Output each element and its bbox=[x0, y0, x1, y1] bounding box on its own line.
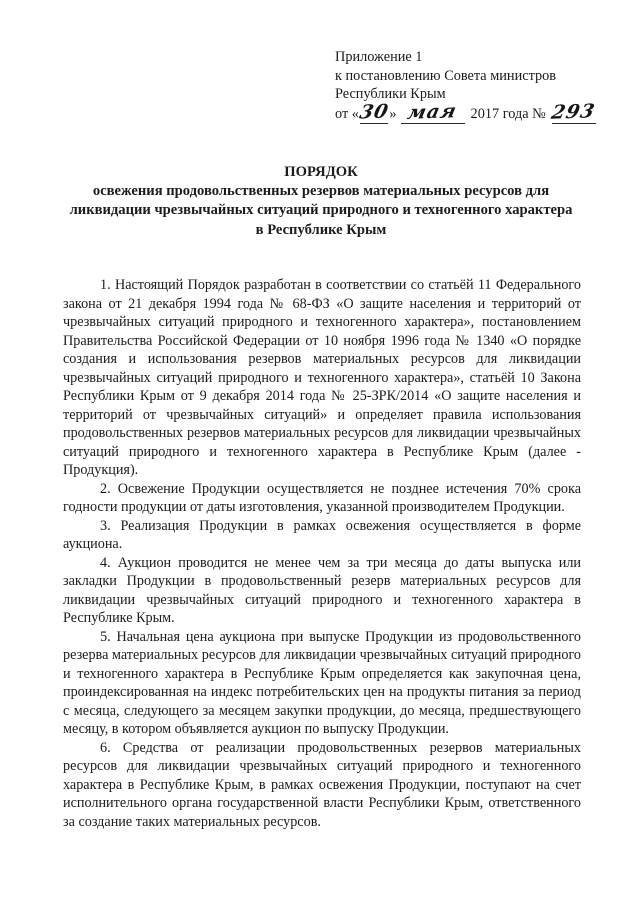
appendix-line: к постановлению Совета министров bbox=[335, 67, 557, 84]
appendix-line: Республики Крым bbox=[335, 86, 446, 103]
handwritten-day-blank bbox=[357, 100, 391, 125]
appendix-line: Приложение 1 bbox=[335, 49, 423, 65]
handwritten-month-blank bbox=[401, 99, 465, 125]
paragraph-5: 5. Начальная цена аукциона при выпуске Продукции из продовольственного резерва материальных ресурсов для ликвидации чрезвычайных ситуаций природного и техногенного характера в Республике Крым определяется как закупочная цена, проиндексированная на индекс потребительских цен на продукты питания за период с месяца, следующего за месяцем закупки продукции, до месяца, предшествующего месяцу, в котором объявляется аукцион по выпуску Продукции. bbox=[63, 628, 581, 737]
title-line: ликвидации чрезвычайных ситуаций природного и техногенного характера bbox=[69, 202, 573, 219]
handwritten-month: мая bbox=[405, 99, 460, 124]
title-word-poryadok: ПОРЯДОК bbox=[284, 164, 358, 180]
document-body bbox=[63, 276, 581, 831]
paragraph-4: 4. Аукцион проводится не менее чем за три месяца до даты выпуска или закладки Продукции в продовольственный резерв материальных ресурсов для ликвидации чрезвычайных ситуаций природного и техногенного характера в Республике Крым. bbox=[63, 554, 581, 626]
title-line: в Республике Крым bbox=[255, 221, 387, 238]
paragraph-6: 6. Средства от реализации продовольственных резервов материальных ресурсов для ликвидации чрезвычайных ситуаций природного и техногенного характера в Республике Крым, в рамках освежения Продукции, поступают на счет исполнительного органа государственной власти Республики Крым, ответственного за создание таких материальных ресурсов. bbox=[63, 739, 581, 830]
paragraph-2: 2. Освежение Продукции осуществляется не позднее истечения 70% срока годности продукции от даты изготовления, указанной производителем Продукции. bbox=[63, 480, 581, 515]
document-title bbox=[61, 163, 581, 240]
title-line: освежения продовольственных резервов материальных ресурсов для bbox=[92, 183, 550, 200]
date-close-quote: » bbox=[389, 105, 397, 122]
date-prefix: от « bbox=[335, 105, 359, 122]
paragraph-1: 1. Настоящий Порядок разработан в соответствии со статьёй 11 Федерального закона от 21 декабря 1994 года № 68-ФЗ «О защите населения и территорий от чрезвычайных ситуаций природного и техногенного характера», постановлением Правительства Российской Федерации от 10 ноября 1996 года № 1340 «О порядке создания и использования резервов материальных ресурсов для ликвидации чрезвычайных ситуаций природного и техногенного характера», статьёй 10 Закона Республики Крым от 9 декабря 2014 года № 25-ЗРК/2014 «О защите населения и территорий от чрезвычайных ситуаций» и определяет правила использования продовольственных резервов материальных ресурсов для ликвидации чрезвычайных ситуаций природного и техногенного характера в Республике Крым (далее - Продукция). bbox=[63, 277, 581, 478]
appendix-header bbox=[335, 48, 625, 124]
date-middle: 2017 года № bbox=[470, 105, 546, 122]
paragraph-3: 3. Реализация Продукции в рамках освежения осуществляется в форме аукциона. bbox=[63, 517, 581, 552]
date-line bbox=[335, 99, 625, 125]
handwritten-number-blank bbox=[549, 100, 598, 125]
handwritten-day: 30 bbox=[357, 100, 391, 124]
handwritten-number: 293 bbox=[549, 100, 598, 124]
